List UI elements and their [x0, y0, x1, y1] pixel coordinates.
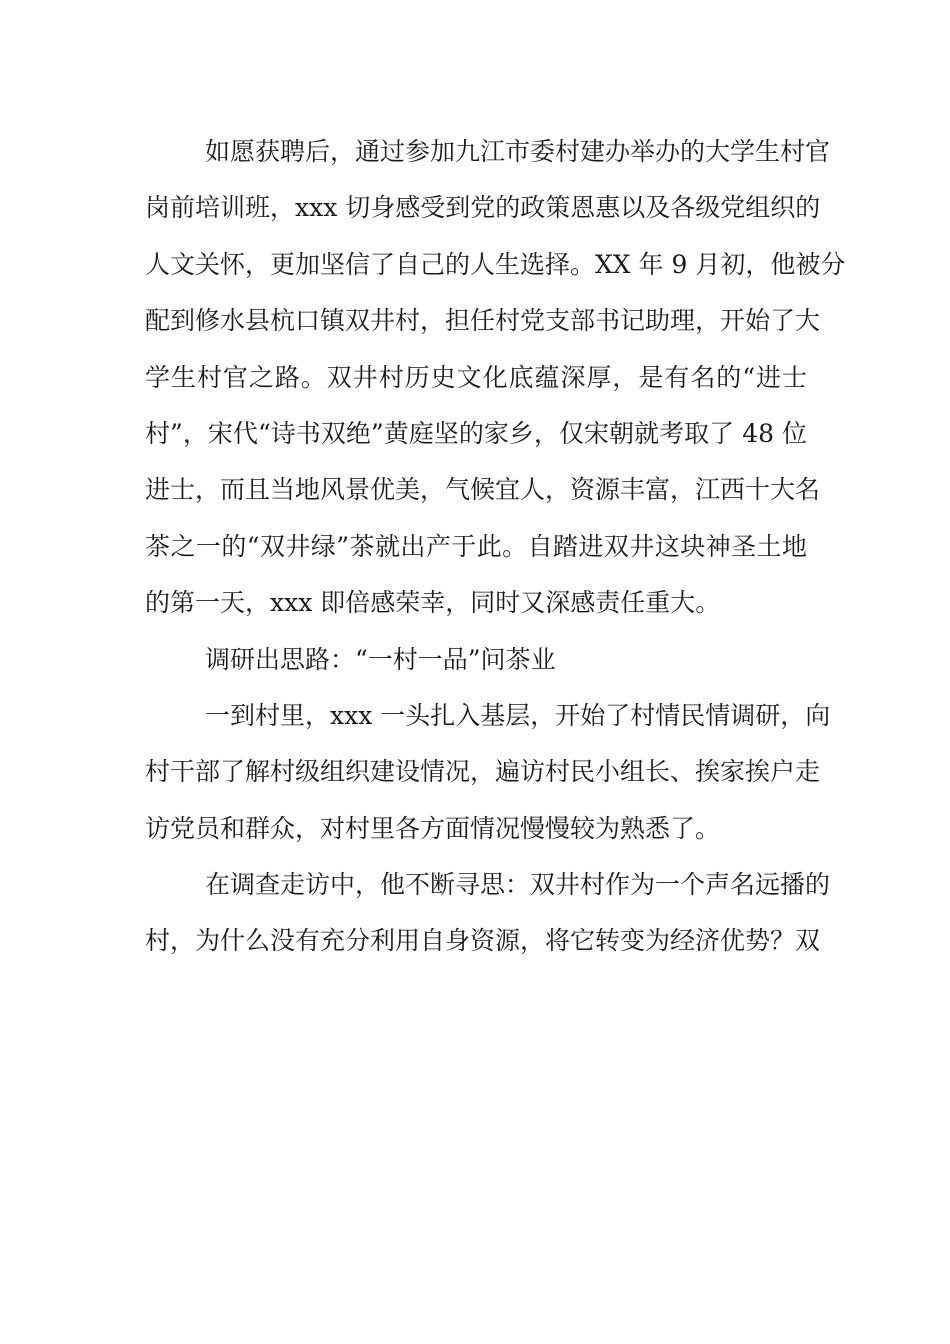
text-line: 村，为什么没有充分利用自身资源，将它转变为经济优势？双 — [145, 926, 821, 956]
text-line: 进士，而且当地风景优美，气候宜人，资源丰富，江西十大名 — [145, 475, 821, 505]
text-line: 在调查走访中，他不断寻思：双井村作为一个声名远播的 — [205, 870, 831, 900]
text-line: 人文关怀，更加坚信了自己的人生选择。XX 年 9 月初，他被分 — [145, 249, 846, 279]
text-line: 如愿获聘后，通过参加九江市委村建办举办的大学生村官 — [205, 137, 831, 166]
text-line: 村干部了解村级组织建设情况，遍访村民小组长、挨家挨户走 — [145, 757, 821, 787]
paragraph-2 — [145, 688, 831, 857]
text-line: 岗前培训班，xxx 切身感受到党的政策恩惠以及各级党组织的 — [145, 193, 821, 223]
text-line: 的第一天，xxx 即倍感荣幸，同时又深感责任重大。 — [145, 588, 721, 618]
paragraph-3 — [145, 857, 831, 970]
text-line: 一到村里，xxx 一头扎入基层，开始了村情民情调研，向 — [205, 700, 831, 730]
text-line: 村”，宋代“诗书双绝”黄庭坚的家乡，仅宋朝就考取了 48 位 — [145, 418, 807, 448]
section-heading — [145, 632, 807, 688]
heading-line: 调研出思路：“一村一品”问茶业 — [205, 644, 556, 674]
paragraph-1 — [145, 124, 846, 632]
text-line: 配到修水县杭口镇双井村，担任村党支部书记助理，开始了大 — [145, 306, 821, 336]
text-line: 访党员和群众，对村里各方面情况慢慢较为熟悉了。 — [145, 813, 721, 843]
text-line: 学生村官之路。双井村历史文化底蕴深厚，是有名的“进士 — [145, 362, 807, 392]
text-line: 茶之一的“双井绿”茶就出产于此。自踏进双井这块神圣土地 — [145, 531, 807, 561]
document-body — [145, 124, 846, 970]
